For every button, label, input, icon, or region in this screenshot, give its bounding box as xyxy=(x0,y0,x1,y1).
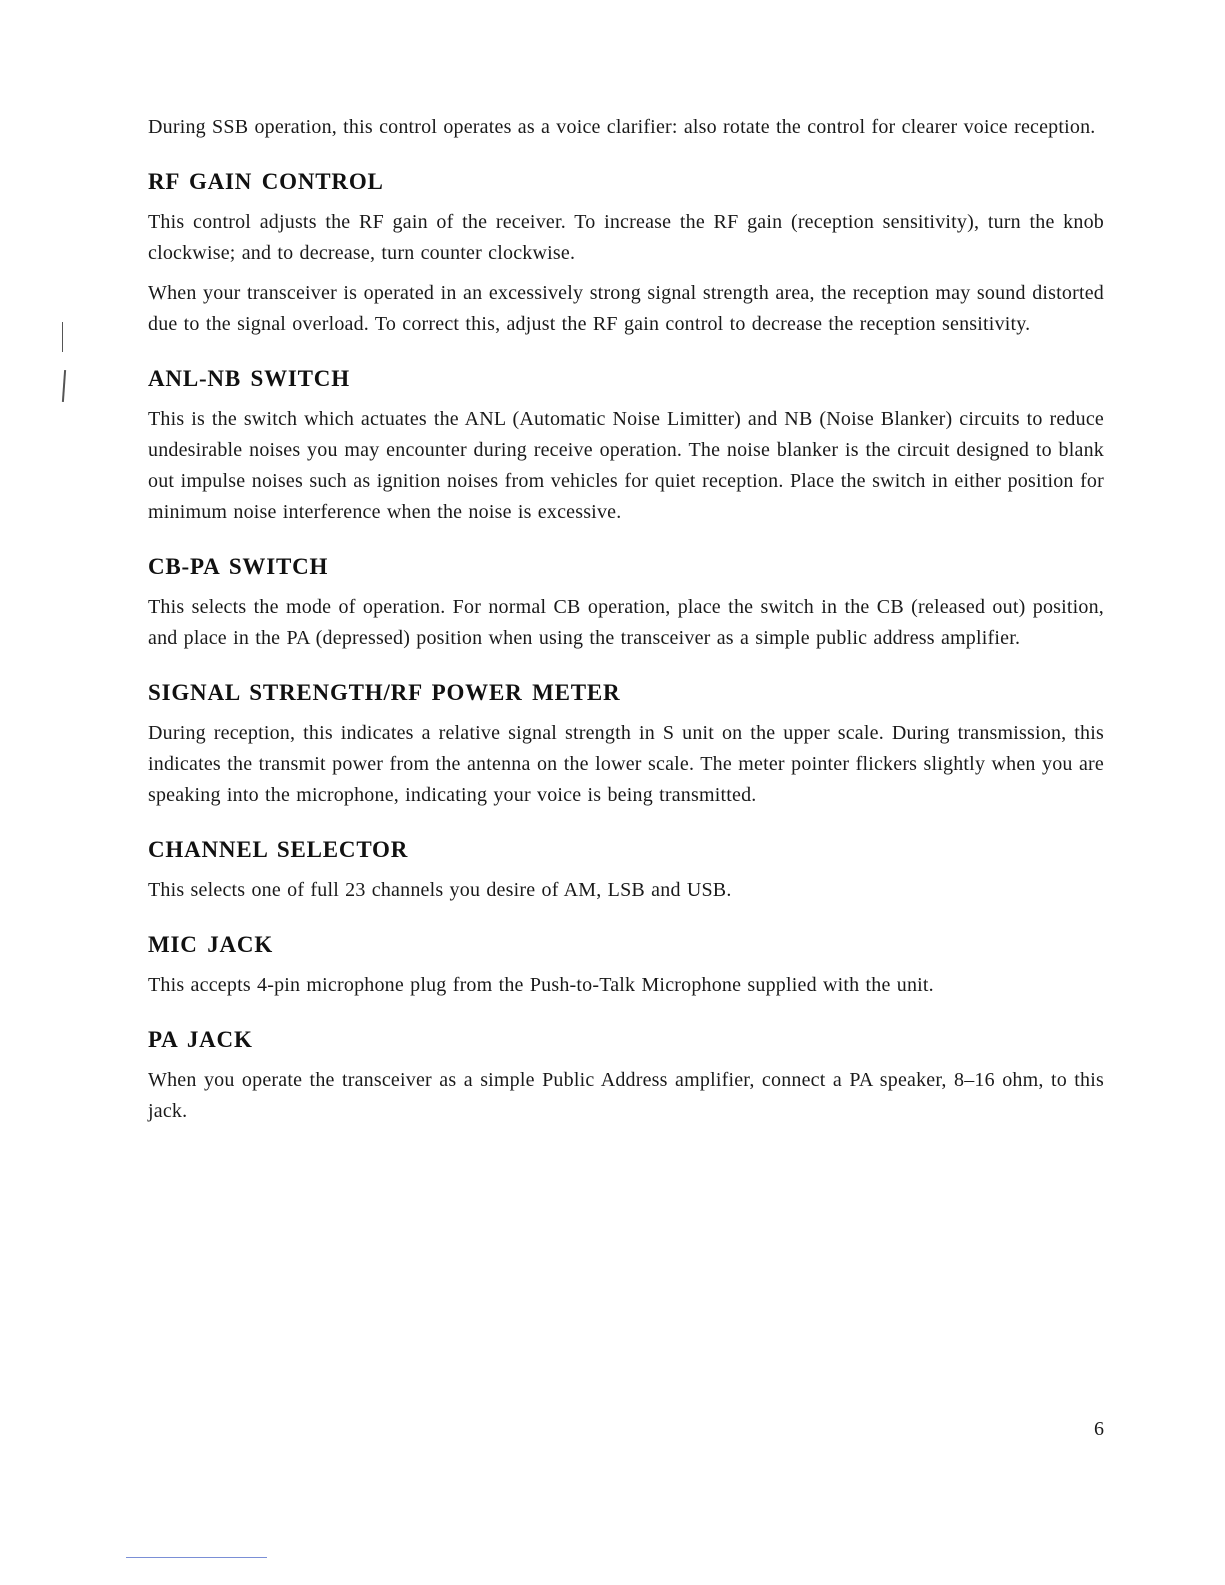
section-paragraph: During reception, this indicates a relative signal strength in S unit on the upper scale. During transmission, this indicates the transmit power from the antenna on the lower scale. The meter pointer flickers slightly when you are speaking into the microphone, indicating your voice is being transmitted. xyxy=(148,722,1104,806)
section-paragraph: When you operate the transceiver as a simple Public Address amplifier, connect a PA speaker, 8–16 ohm, to this jack. xyxy=(148,1069,1104,1122)
section-paragraph: This selects the mode of operation. For normal CB operation, place the switch in the CB (released out) position, and place in the PA (depressed) position when using the transceiver as a simple public address amplifier. xyxy=(148,596,1104,649)
page-number: 6 xyxy=(1094,1418,1104,1440)
section-pa-jack xyxy=(148,1025,1104,1127)
section-heading: CB-PA SWITCH xyxy=(148,554,329,579)
section-paragraph: This accepts 4-pin microphone plug from the Push-to-Talk Microphone supplied with the unit. xyxy=(148,974,934,996)
section-mic-jack xyxy=(148,930,1104,1001)
section-heading: SIGNAL STRENGTH/RF POWER METER xyxy=(148,680,621,705)
section-rf-gain-control xyxy=(148,167,1104,340)
page-content xyxy=(148,112,1104,1136)
margin-mark xyxy=(62,370,66,402)
margin-mark xyxy=(62,322,63,352)
section-paragraph: This selects one of full 23 channels you desire of AM, LSB and USB. xyxy=(148,879,732,901)
intro-paragraph: During SSB operation, this control operates as a voice clarifier: also rotate the control for clearer voice reception. xyxy=(148,116,1096,138)
section-heading: PA JACK xyxy=(148,1027,253,1052)
section-signal-strength-meter xyxy=(148,678,1104,811)
section-heading: CHANNEL SELECTOR xyxy=(148,837,409,862)
section-channel-selector xyxy=(148,835,1104,906)
section-anl-nb-switch xyxy=(148,364,1104,528)
section-heading: RF GAIN CONTROL xyxy=(148,169,384,194)
section-heading: ANL-NB SWITCH xyxy=(148,366,350,391)
section-paragraph: This is the switch which actuates the ANL (Automatic Noise Limitter) and NB (Noise Blanker) circuits to reduce undesirable noises you may encounter during receive operation. The noise blanker is the circuit designed to blank out impulse noises such as ignition noises from vehicles for quiet reception. Place the switch in either position for minimum noise interference when the noise is excessive. xyxy=(148,408,1104,523)
bottom-rule xyxy=(126,1557,267,1558)
section-heading: MIC JACK xyxy=(148,932,274,957)
section-paragraph: This control adjusts the RF gain of the receiver. To increase the RF gain (reception sensitivity), turn the knob clockwise; and to decrease, turn counter clockwise. xyxy=(148,211,1104,264)
section-paragraph: When your transceiver is operated in an excessively strong signal strength area, the reception may sound distorted due to the signal overload. To correct this, adjust the RF gain control to decrease the reception sensitivity. xyxy=(148,282,1104,335)
section-cb-pa-switch xyxy=(148,552,1104,654)
